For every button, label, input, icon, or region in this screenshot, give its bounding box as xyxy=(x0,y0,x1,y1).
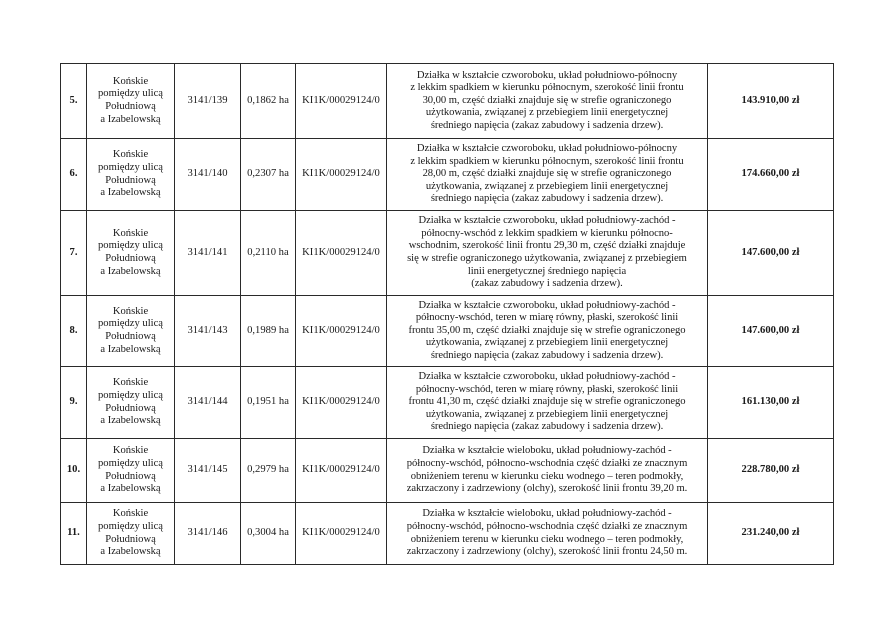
location-line: a Izabelowską xyxy=(100,265,161,277)
description-line: północny-wschód z lekkim spadkiem w kierunku północno- xyxy=(421,227,673,239)
description-line: wschodnim, szerokość linii frontu 29,30 m, część działki znajduje xyxy=(408,240,686,252)
plot-number: 3141/146 xyxy=(175,503,241,565)
land-register-number: KI1K/00029124/0 xyxy=(296,503,387,565)
row-number: 6. xyxy=(61,139,87,211)
description-line: średniego napięcia (zakaz zabudowy i sadzenia drzew). xyxy=(430,193,664,205)
plot-area: 0,1989 ha xyxy=(241,296,296,367)
price-cell: 147.600,00 zł xyxy=(708,211,834,296)
location-line: pomiędzy ulicą xyxy=(97,240,163,252)
description-line: obniżeniem terenu w kierunku cieku wodnego – teren podmokły, xyxy=(410,533,684,545)
description-line: użytkowania, związanej z przebiegiem linii energetycznej xyxy=(425,408,669,420)
property-table xyxy=(60,63,834,565)
location-line: Południową xyxy=(105,402,156,414)
description-line: średniego napięcia (zakaz zabudowy i sadzenia drzew). xyxy=(430,421,664,433)
location-line: Końskie xyxy=(112,305,149,317)
table-row xyxy=(61,367,834,439)
plot-number: 3141/140 xyxy=(175,139,241,211)
location-line: Końskie xyxy=(112,508,149,520)
description-line: 28,00 m, część działki znajduje się w strefie ograniczonego xyxy=(422,168,672,180)
price-cell: 161.130,00 zł xyxy=(708,367,834,439)
location-line: Południową xyxy=(105,533,156,545)
plot-description xyxy=(387,211,708,296)
table-row xyxy=(61,439,834,503)
land-register-number: KI1K/00029124/0 xyxy=(296,367,387,439)
location-line: Końskie xyxy=(112,149,149,161)
price-cell: 143.910,00 zł xyxy=(708,64,834,139)
location-line: Końskie xyxy=(112,227,149,239)
location-line: Końskie xyxy=(112,75,149,87)
land-register-number: KI1K/00029124/0 xyxy=(296,439,387,503)
table-row xyxy=(61,139,834,211)
plot-area: 0,2979 ha xyxy=(241,439,296,503)
description-line: z lekkim spadkiem w kierunku północnym, szerokość linii frontu xyxy=(410,155,684,167)
location-cell xyxy=(87,296,175,367)
description-line: północny-wschód, północno-wschodnia część działki ze znacznym xyxy=(406,520,688,532)
location-line: pomiędzy ulicą xyxy=(97,457,163,469)
description-line: średniego napięcia (zakaz zabudowy i sadzenia drzew). xyxy=(430,349,664,361)
row-number: 8. xyxy=(61,296,87,367)
location-line: pomiędzy ulicą xyxy=(97,389,163,401)
description-line: północny-wschód, teren w miarę równy, płaski, szerokość linii xyxy=(415,312,679,324)
location-cell xyxy=(87,503,175,565)
plot-number: 3141/144 xyxy=(175,367,241,439)
description-line: Działka w kształcie czworoboku, układ południowy-zachód - xyxy=(418,371,676,383)
land-register-number: KI1K/00029124/0 xyxy=(296,296,387,367)
description-line: Działka w kształcie czworoboku, układ południowo-północny xyxy=(416,143,678,155)
location-line: a Izabelowską xyxy=(100,113,161,125)
table-row xyxy=(61,296,834,367)
description-line: Działka w kształcie czworoboku, układ południowy-zachód - xyxy=(418,299,676,311)
location-line: pomiędzy ulicą xyxy=(97,318,163,330)
description-line: Działka w kształcie wieloboku, układ południowy-zachód - xyxy=(422,445,672,457)
location-line: Południową xyxy=(105,470,156,482)
plot-description xyxy=(387,503,708,565)
row-number: 5. xyxy=(61,64,87,139)
description-line: północny-wschód, teren w miarę równy, płaski, szerokość linii xyxy=(415,383,679,395)
land-register-number: KI1K/00029124/0 xyxy=(296,211,387,296)
description-line: użytkowania, związanej z przebiegiem linii energetycznej xyxy=(425,337,669,349)
description-line: się w strefie ograniczonego użytkowania, związanej z przebiegiem xyxy=(407,253,687,264)
price-cell: 228.780,00 zł xyxy=(708,439,834,503)
plot-area: 0,1951 ha xyxy=(241,367,296,439)
location-line: Południową xyxy=(105,253,156,264)
description-line: Działka w kształcie czworoboku, układ południowy-zachód - xyxy=(418,215,676,227)
property-table-body xyxy=(61,64,834,565)
location-line: Południową xyxy=(105,101,156,112)
location-line: a Izabelowską xyxy=(100,415,161,427)
description-line: Działka w kształcie wieloboku, układ południowy-zachód - xyxy=(422,508,672,520)
plot-number: 3141/139 xyxy=(175,64,241,139)
plot-area: 0,1862 ha xyxy=(241,64,296,139)
location-line: Południową xyxy=(105,174,156,186)
description-line: użytkowania, związanej z przebiegiem linii energetycznej xyxy=(425,180,669,192)
plot-description xyxy=(387,64,708,139)
land-register-number: KI1K/00029124/0 xyxy=(296,64,387,139)
location-line: a Izabelowską xyxy=(100,483,161,495)
location-line: pomiędzy ulicą xyxy=(97,161,163,173)
plot-number: 3141/143 xyxy=(175,296,241,367)
description-line: zakrzaczony i zadrzewiony (olchy), szerokość linii frontu 24,50 m. xyxy=(406,546,688,558)
description-line: Działka w kształcie czworoboku, układ południowo-północny xyxy=(416,69,678,81)
description-line: zakrzaczony i zadrzewiony (olchy), szerokość linii frontu 39,20 m. xyxy=(406,483,688,495)
plot-area: 0,2307 ha xyxy=(241,139,296,211)
description-line: średniego napięcia (zakaz zabudowy i sadzenia drzew). xyxy=(430,119,664,131)
plot-area: 0,2110 ha xyxy=(241,211,296,296)
plot-number: 3141/145 xyxy=(175,439,241,503)
location-line: pomiędzy ulicą xyxy=(97,88,163,100)
table-row xyxy=(61,503,834,565)
plot-description xyxy=(387,296,708,367)
description-line: linii energetycznej średniego napięcia xyxy=(467,265,627,277)
description-line: (zakaz zabudowy i sadzenia drzew). xyxy=(471,278,623,290)
description-line: frontu 41,30 m, część działki znajduje się w strefie ograniczonego xyxy=(408,396,686,408)
location-line: Końskie xyxy=(112,377,149,389)
price-cell: 147.600,00 zł xyxy=(708,296,834,367)
land-register-number: KI1K/00029124/0 xyxy=(296,139,387,211)
plot-description xyxy=(387,367,708,439)
description-line: 30,00 m, część działki znajduje się w strefie ograniczonego xyxy=(422,94,672,106)
description-line: obniżeniem terenu w kierunku cieku wodnego – teren podmokły, xyxy=(410,470,684,482)
location-line: a Izabelowską xyxy=(100,187,161,199)
price-cell: 231.240,00 zł xyxy=(708,503,834,565)
location-cell xyxy=(87,139,175,211)
price-cell: 174.660,00 zł xyxy=(708,139,834,211)
row-number: 11. xyxy=(61,503,87,565)
table-row xyxy=(61,64,834,139)
plot-description xyxy=(387,139,708,211)
row-number: 7. xyxy=(61,211,87,296)
description-line: użytkowania, związanej z przebiegiem linii energetycznej xyxy=(425,107,669,119)
plot-number: 3141/141 xyxy=(175,211,241,296)
location-cell xyxy=(87,367,175,439)
location-line: Końskie xyxy=(112,445,149,457)
location-cell xyxy=(87,64,175,139)
plot-description xyxy=(387,439,708,503)
description-line: z lekkim spadkiem w kierunku północnym, szerokość linii frontu xyxy=(410,82,684,94)
location-line: a Izabelowską xyxy=(100,343,161,355)
location-line: pomiędzy ulicą xyxy=(97,520,163,532)
plot-area: 0,3004 ha xyxy=(241,503,296,565)
table-row xyxy=(61,211,834,296)
location-cell xyxy=(87,439,175,503)
description-line: północny-wschód, północno-wschodnia część działki ze znacznym xyxy=(406,457,688,469)
location-line: a Izabelowską xyxy=(100,546,161,558)
description-line: frontu 35,00 m, część działki znajduje się w strefie ograniczonego xyxy=(408,324,686,336)
location-cell xyxy=(87,211,175,296)
row-number: 9. xyxy=(61,367,87,439)
row-number: 10. xyxy=(61,439,87,503)
location-line: Południową xyxy=(105,331,156,342)
